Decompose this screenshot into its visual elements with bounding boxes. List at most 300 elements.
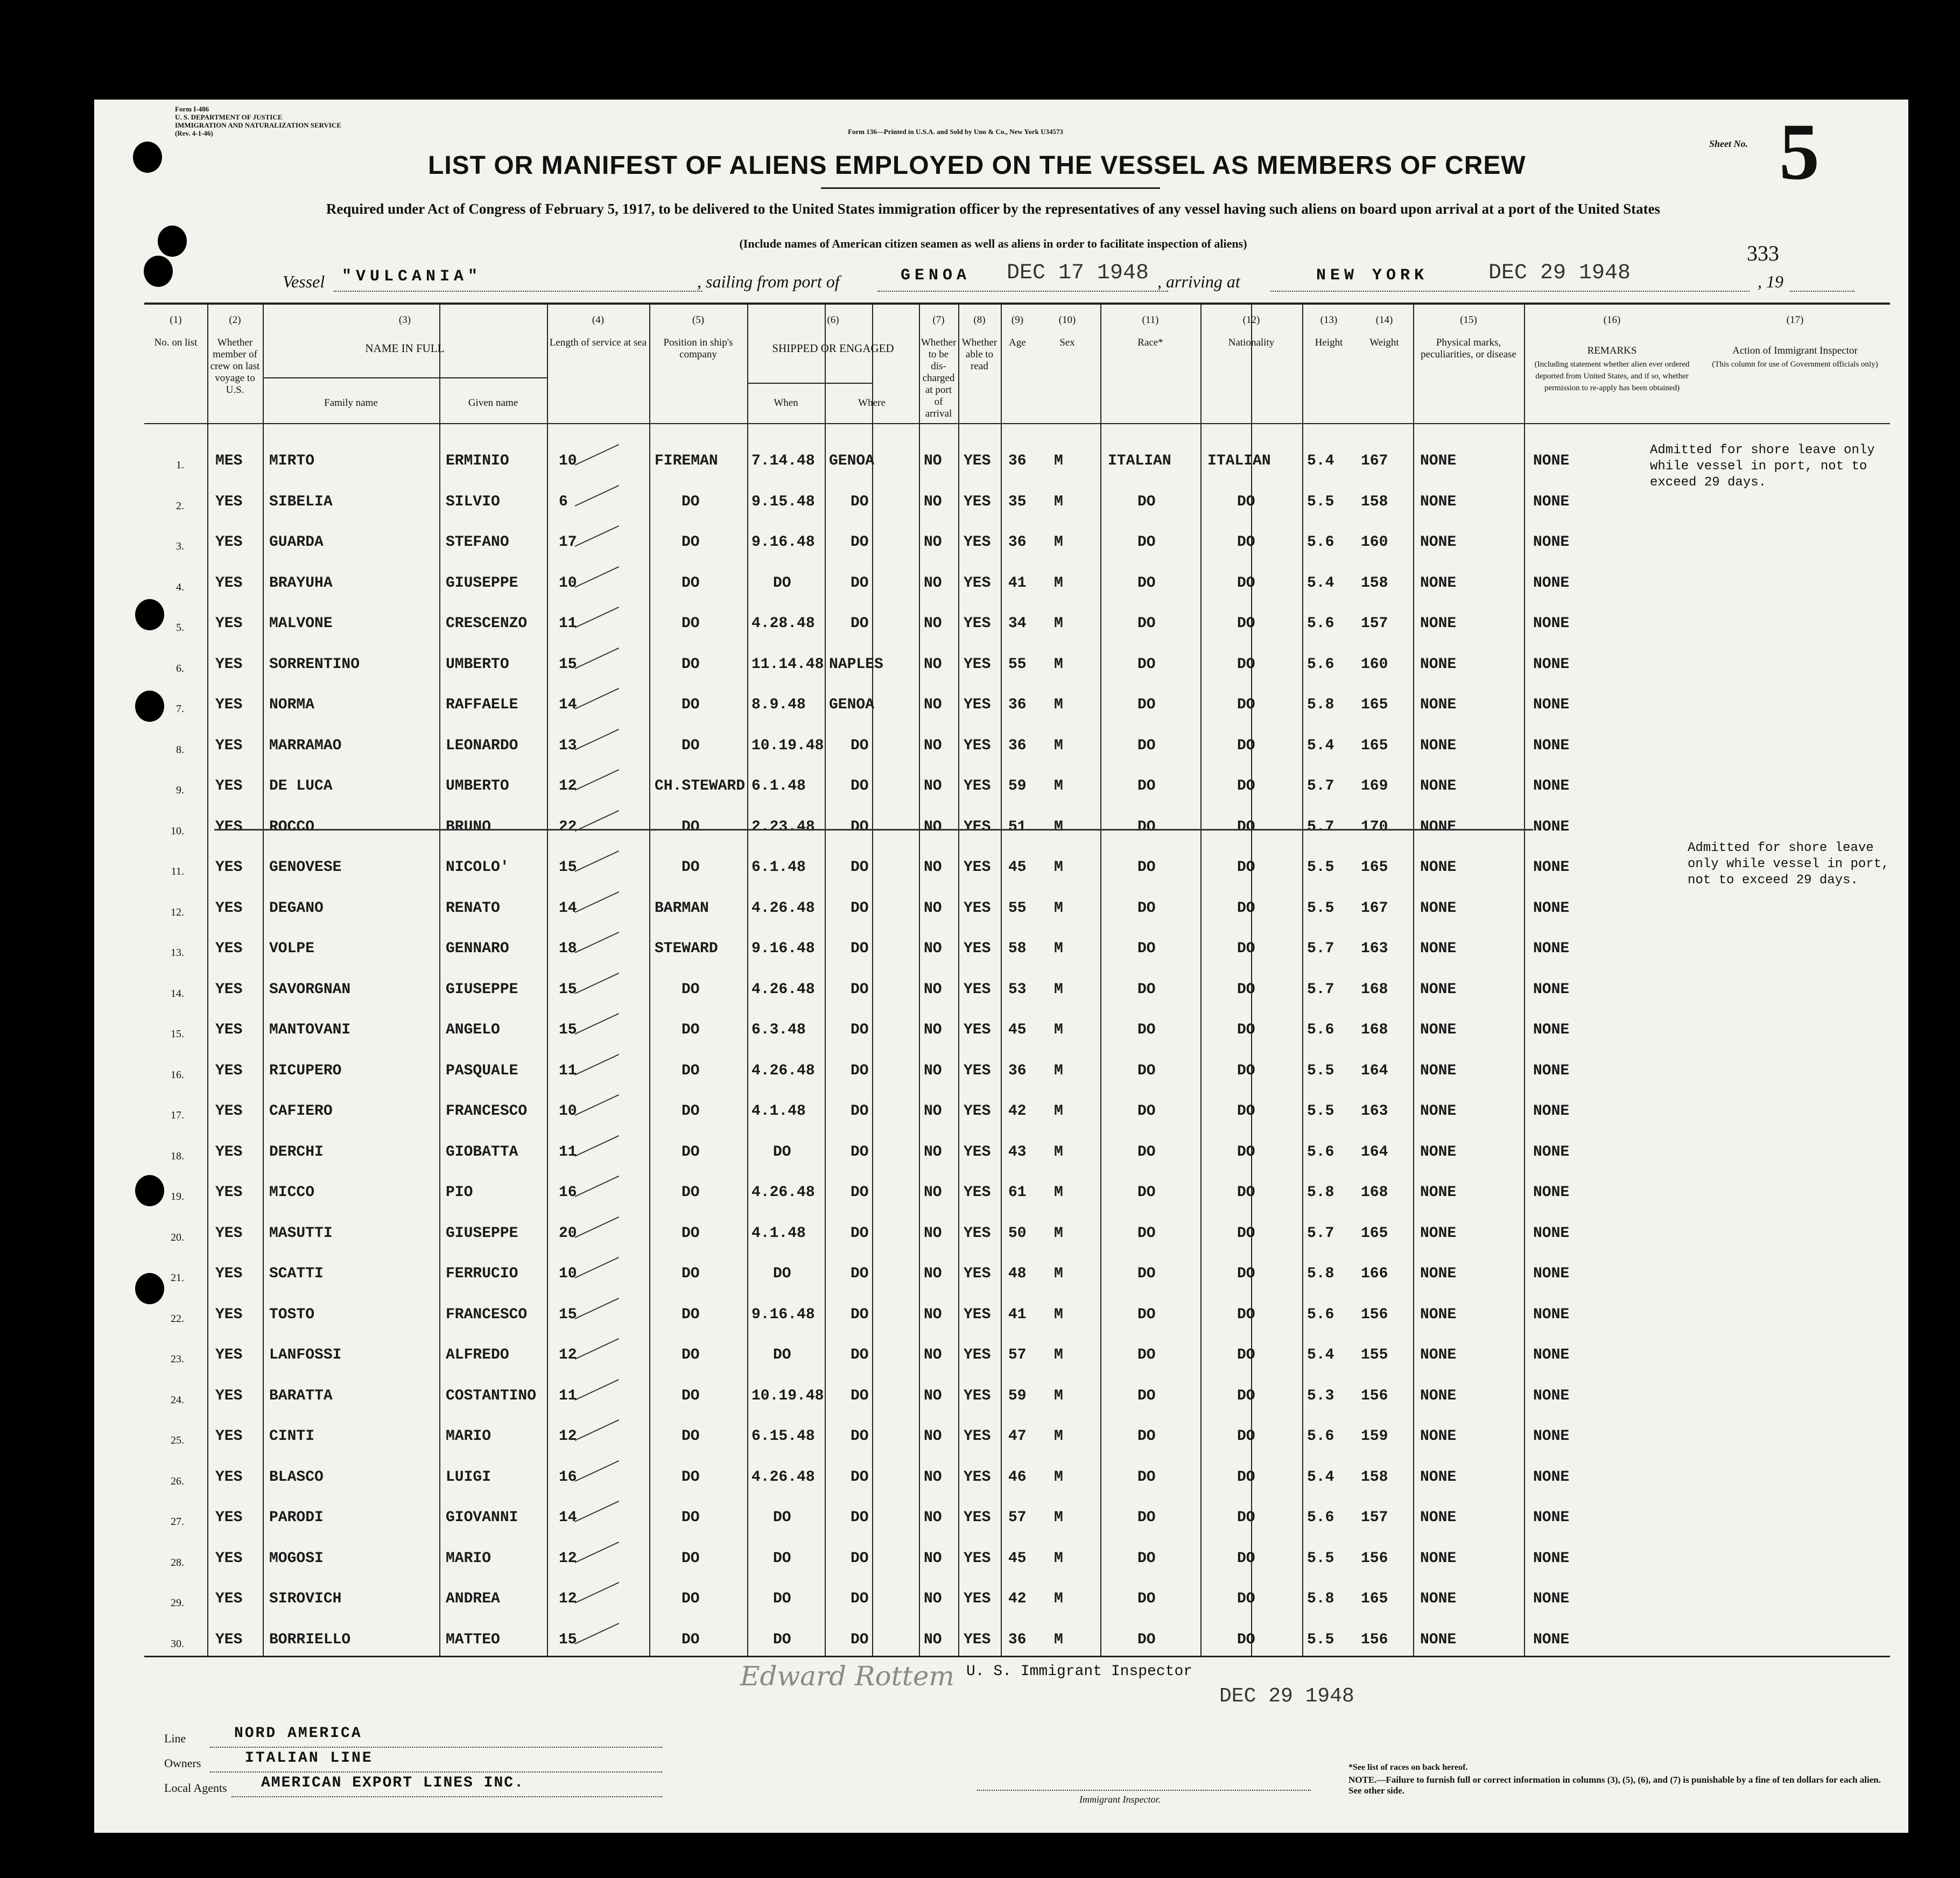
able-to-read-cell: YES [964,981,991,998]
nationality-cell: DO [1237,1509,1255,1526]
race-cell: DO [1137,1631,1156,1648]
shipped-when-cell: 4.26.48 [751,1062,815,1079]
position-cell: CH.STEWARD [655,778,746,794]
agents-label: Local Agents [164,1781,227,1795]
weight-cell: 156 [1361,1306,1388,1323]
age-cell: 58 [1008,940,1027,957]
column-label-c9: Age [1009,337,1026,348]
position-cell: DO [682,697,700,713]
discharged-cell: NO [924,899,942,917]
shipped-when-cell: DO [773,1509,791,1526]
position-cell: DO [682,737,700,754]
age-cell: 34 [1008,615,1027,632]
discharged-cell: NO [924,940,942,957]
family-name-cell: MANTOVANI [269,1022,351,1038]
column-number: (7) [932,314,945,326]
header-divider [144,423,1890,424]
race-cell: DO [1137,574,1156,592]
physical-marks-cell: NONE [1420,778,1457,794]
remarks-cell: NONE [1533,1103,1570,1120]
owners-label: Owners [164,1756,201,1770]
punch-hole [144,256,173,287]
family-name-cell: CAFIERO [269,1103,333,1120]
column-label-c7: Whether to be dis-charged at port of arrival [921,337,957,419]
column-number: (1) [170,314,182,326]
age-cell: 45 [1008,1550,1027,1567]
shipped-when-cell: 4.26.48 [751,981,815,998]
race-cell: DO [1137,1265,1156,1282]
table-row [144,885,1890,926]
discharged-cell: NO [924,1103,942,1120]
physical-marks-cell: NONE [1420,615,1457,632]
crew-last-voyage-cell: YES [215,1387,243,1404]
shipped-where-cell: DO [851,1022,869,1038]
able-to-read-cell: YES [964,615,991,632]
sex-cell: M [1054,981,1063,998]
nationality-cell: DO [1237,859,1255,876]
position-cell: DO [682,981,700,998]
form-corner [175,105,341,137]
sex-cell: M [1054,534,1063,551]
height-cell: 5.6 [1307,534,1334,551]
physical-marks-cell: NONE [1420,574,1457,592]
shipped-when-cell: 8.9.48 [751,697,806,713]
nationality-cell: DO [1237,737,1255,754]
nationality-cell: DO [1237,1265,1255,1282]
nationality-cell: DO [1237,1387,1255,1404]
family-name-cell: BRAYUHA [269,574,333,592]
column-label-c8: Whether able to read [961,337,997,372]
able-to-read-cell: YES [964,1103,991,1120]
remarks-cell: NONE [1533,534,1570,551]
table-row [144,925,1890,966]
crew-last-voyage-cell: YES [215,656,243,673]
table-row [144,1088,1890,1129]
check-mark [575,485,619,507]
remarks-cell: NONE [1533,574,1570,592]
table-row [144,438,1890,479]
family-name-cell: LANFOSSI [269,1347,342,1363]
shipped-when-cell: 4.26.48 [751,1468,815,1486]
table-row [144,1047,1890,1088]
discharged-cell: NO [924,574,942,592]
able-to-read-cell: YES [964,778,991,794]
crew-last-voyage-cell: YES [215,1550,243,1567]
able-to-read-cell: YES [964,1143,991,1160]
nationality-cell: DO [1237,1306,1255,1323]
weight-cell: 156 [1361,1387,1388,1404]
remarks-cell: NONE [1533,818,1570,835]
height-cell: 5.4 [1307,737,1334,754]
check-mark [575,1501,619,1522]
sex-cell: M [1054,615,1063,632]
title-rule [821,187,1160,189]
check-mark [575,932,619,953]
race-cell: DO [1137,656,1156,673]
service-length-cell: 15 [559,981,577,998]
able-to-read-cell: YES [964,899,991,917]
check-mark [575,1216,619,1238]
weight-cell: 168 [1361,981,1388,998]
shipped-where-cell: GENOA [829,453,875,469]
physical-marks-cell: NONE [1420,656,1457,673]
able-to-read-cell: YES [964,1347,991,1363]
table-row [144,1007,1890,1047]
nationality-cell: DO [1237,778,1255,794]
column-number: (17) [1786,314,1804,326]
remarks-cell: NONE [1533,1428,1570,1445]
crew-last-voyage-cell: YES [215,697,243,713]
shipped-when-cell: 9.16.48 [751,534,815,551]
height-cell: 5.7 [1307,818,1334,835]
shore-leave-note: Admitted for shore leave only while vessel in port, not to exceed 29 days. [1688,841,1889,888]
race-cell: DO [1137,737,1156,754]
race-cell: DO [1137,1428,1156,1445]
table-row [144,844,1890,885]
service: IMMIGRATION AND NATURALIZATION SERVICE [175,121,342,129]
service-length-cell: 6 [559,493,568,510]
race-cell: DO [1137,1184,1156,1201]
given-name-cell: GIOBATTA [446,1143,518,1160]
weight-cell: 158 [1361,574,1388,592]
printer-line: Form 136—Printed in U.S.A. and Sold by Uno & Co., New York U34573 [848,128,1064,136]
discharged-cell: NO [924,534,942,551]
race-cell: DO [1137,1509,1156,1526]
weight-cell: 158 [1361,1468,1388,1486]
able-to-read-cell: YES [964,859,991,876]
able-to-read-cell: YES [964,1631,991,1648]
crew-last-voyage-cell: YES [215,899,243,917]
height-cell: 5.8 [1307,1265,1334,1282]
family-name-cell: MICCO [269,1184,315,1201]
race-cell: DO [1137,1347,1156,1363]
weight-cell: 156 [1361,1631,1388,1648]
age-cell: 45 [1008,1022,1027,1038]
shipped-where-cell: DO [851,778,869,794]
races-note: *See list of races on back hereof. [1348,1763,1468,1772]
column-sublabel-c16: (Including statement whether alien ever ordered deported from United States, and if so, whether permission to re-apply has been obtained) [1534,360,1690,392]
service-length-cell: 17 [559,534,577,551]
age-cell: 59 [1008,778,1027,794]
check-mark [575,769,619,791]
shipped-when-cell: DO [773,1143,791,1160]
age-cell: 59 [1008,1387,1027,1404]
column-label-c2: Whether member of crew on last voyage to U.S. [210,337,260,396]
remarks-cell: NONE [1533,778,1570,794]
family-name-cell: CINTI [269,1428,315,1445]
physical-marks-cell: NONE [1420,1225,1457,1242]
physical-marks-cell: NONE [1420,1347,1457,1363]
race-cell: DO [1137,859,1156,876]
shipped-when-cell: 4.28.48 [751,615,815,632]
check-mark [575,810,619,832]
shipped-where-cell: DO [851,1103,869,1120]
physical-marks-cell: NONE [1420,1428,1457,1445]
nationality-cell: DO [1237,1347,1255,1363]
table-row [144,1575,1890,1616]
port-underline [877,291,1168,292]
family-name-cell: GENOVESE [269,859,342,876]
crew-last-voyage-cell: YES [215,818,243,835]
position-cell: DO [682,1022,700,1038]
discharged-cell: NO [924,1306,942,1323]
where-header: Where [858,397,886,409]
table-row [144,1373,1890,1413]
age-cell: 41 [1008,1306,1027,1323]
service-length-cell: 16 [559,1468,577,1486]
row-number: 29. [171,1597,184,1609]
able-to-read-cell: YES [964,1550,991,1567]
age-cell: 36 [1008,737,1027,754]
sex-cell: M [1054,778,1063,794]
service-length-cell: 15 [559,656,577,673]
line-value: NORD AMERICA [234,1725,362,1742]
sex-cell: M [1054,1509,1063,1526]
position-cell: DO [682,1062,700,1079]
able-to-read-cell: YES [964,1225,991,1242]
check-mark [575,1338,619,1360]
age-cell: 47 [1008,1428,1027,1445]
remarks-cell: NONE [1533,1062,1570,1079]
nationality-cell: DO [1237,493,1255,510]
given-name-cell: CRESCENZO [446,615,528,632]
weight-cell: 155 [1361,1347,1388,1363]
physical-marks-cell: NONE [1420,1103,1457,1120]
discharged-cell: NO [924,1428,942,1445]
crew-last-voyage-cell: YES [215,1022,243,1038]
shipped-where-cell: DO [851,1591,869,1607]
given-name-cell: GIUSEPPE [446,1225,518,1242]
physical-marks-cell: NONE [1420,1550,1457,1567]
discharged-cell: NO [924,1062,942,1079]
check-mark [575,1176,619,1197]
physical-marks-cell: NONE [1420,1022,1457,1038]
row-number: 4. [176,581,184,593]
shipped-where-cell: DO [851,1225,869,1242]
table-row [144,804,1890,845]
column-number: (2) [229,314,241,326]
shipped-when-cell: DO [773,1347,791,1363]
position-cell: DO [682,493,700,510]
height-cell: 5.5 [1307,1062,1334,1079]
shipped-when-cell: 9.15.48 [751,493,815,510]
height-cell: 5.6 [1307,1509,1334,1526]
given-name-cell: GENNARO [446,940,509,957]
weight-cell: 159 [1361,1428,1388,1445]
service-length-cell: 15 [559,1631,577,1648]
age-cell: 55 [1008,656,1027,673]
race-cell: DO [1137,1225,1156,1242]
family-name-cell: SAVORGNAN [269,981,351,998]
given-name-cell: FERRUCIO [446,1265,518,1282]
sex-cell: M [1054,1631,1063,1648]
shipped-when-cell: 10.19.48 [751,737,824,754]
row-number: 21. [171,1272,184,1284]
column-label-c5: Position in ship's company [663,337,733,360]
given-name-cell: FRANCESCO [446,1306,528,1323]
able-to-read-cell: YES [964,1387,991,1404]
remarks-cell: NONE [1533,1184,1570,1201]
sex-cell: M [1054,574,1063,592]
discharged-cell: NO [924,818,942,835]
physical-marks-cell: NONE [1420,1143,1457,1160]
physical-marks-cell: NONE [1420,1306,1457,1323]
table-row [144,1494,1890,1535]
nationality-cell: DO [1237,940,1255,957]
remarks-cell: NONE [1533,453,1570,469]
table-row [144,641,1890,682]
sex-cell: M [1054,1265,1063,1282]
column-label-c4: Length of service at sea [549,337,647,348]
crew-last-voyage-cell: YES [215,1509,243,1526]
physical-marks-cell: NONE [1420,1265,1457,1282]
shipped-when-cell: 11.14.48 [751,656,824,673]
service-length-cell: 11 [559,1143,577,1160]
position-cell: DO [682,859,700,876]
shipped-when-cell: DO [773,1550,791,1567]
physical-marks-cell: NONE [1420,1387,1457,1404]
remarks-cell: NONE [1533,859,1570,876]
race-cell: DO [1137,1022,1156,1038]
able-to-read-cell: YES [964,1306,991,1323]
check-mark [575,1582,619,1603]
sheet-label: Sheet No. [1709,138,1748,149]
weight-cell: 163 [1361,1103,1388,1120]
row-number: 20. [171,1231,184,1243]
row-number: 28. [171,1556,184,1568]
crew-last-voyage-cell: MES [215,453,243,469]
service-length-cell: 14 [559,697,577,713]
table-row [144,479,1890,519]
height-cell: 5.6 [1307,1022,1334,1038]
manifest-page [94,100,1908,1833]
remarks-cell: NONE [1533,697,1570,713]
remarks-cell: NONE [1533,1022,1570,1038]
race-cell: DO [1137,1550,1156,1567]
position-cell: BARMAN [655,899,709,917]
remarks-cell: NONE [1533,1387,1570,1404]
crew-last-voyage-cell: YES [215,615,243,632]
race-cell: DO [1137,981,1156,998]
service-length-cell: 12 [559,778,577,794]
age-cell: 57 [1008,1347,1027,1363]
crew-last-voyage-cell: YES [215,1306,243,1323]
sex-cell: M [1054,1306,1063,1323]
service-length-cell: 16 [559,1184,577,1201]
family-name-cell: MASUTTI [269,1225,333,1242]
sex-cell: M [1054,1550,1063,1567]
height-cell: 5.7 [1307,778,1334,794]
crew-last-voyage-cell: YES [215,1225,243,1242]
given-name-cell: ERMINIO [446,453,509,469]
race-cell: DO [1137,493,1156,510]
column-number: (12) [1242,314,1260,326]
shipped-where-cell: DO [851,1143,869,1160]
nationality-cell: DO [1237,534,1255,551]
year-label: , 19 [1758,272,1783,291]
given-name-cell: LEONARDO [446,737,518,754]
position-cell: DO [682,1143,700,1160]
subtitle: Required under Act of Congress of February 5, 1917, to be delivered to the United States immigration officer by the representatives of any vessel having such aliens on board upon arrival at a port of the United States [326,201,1661,217]
age-cell: 48 [1008,1265,1027,1282]
punch-hole [158,226,187,257]
column-number: (9) [1011,314,1024,326]
sex-cell: M [1054,818,1063,835]
column-label-c10: Sex [1059,337,1075,348]
crew-last-voyage-cell: YES [215,493,243,510]
column-number: (10) [1058,314,1076,326]
remarks-cell: NONE [1533,1347,1570,1363]
given-name-cell: FRANCESCO [446,1103,528,1120]
height-cell: 5.6 [1307,1143,1334,1160]
remarks-cell: NONE [1533,737,1570,754]
able-to-read-cell: YES [964,534,991,551]
table-row [144,966,1890,1007]
row-number: 24. [171,1394,184,1406]
vessel-underline [334,291,702,292]
table-row [144,1413,1890,1454]
sex-cell: M [1054,1062,1063,1079]
position-cell: DO [682,534,700,551]
sex-cell: M [1054,859,1063,876]
discharged-cell: NO [924,981,942,998]
column-label-c3: NAME IN FULL [365,342,445,355]
remarks-cell: NONE [1533,899,1570,917]
row-number: 25. [171,1434,184,1446]
row-number: 19. [171,1191,184,1202]
check-mark [575,648,619,669]
shipped-where-cell: DO [851,1347,869,1363]
age-cell: 53 [1008,981,1027,998]
physical-marks-cell: NONE [1420,1468,1457,1486]
age-cell: 43 [1008,1143,1027,1160]
nationality-cell: DO [1237,899,1255,917]
crew-last-voyage-cell: YES [215,1265,243,1282]
shipped-when-cell: 7.14.48 [751,453,815,469]
crew-last-voyage-cell: YES [215,737,243,754]
row-number: 7. [176,703,184,715]
able-to-read-cell: YES [964,1265,991,1282]
age-cell: 57 [1008,1509,1027,1526]
height-cell: 5.8 [1307,697,1334,713]
given-name-cell: GIUSEPPE [446,981,518,998]
shipped-where-cell: DO [851,1306,869,1323]
service-length-cell: 11 [559,1062,577,1079]
sex-cell: M [1054,1428,1063,1445]
column-label-c1: No. on list [154,337,198,348]
crew-last-voyage-cell: YES [215,1103,243,1120]
remarks-cell: NONE [1533,656,1570,673]
race-cell: DO [1137,1468,1156,1486]
age-cell: 36 [1008,1062,1027,1079]
shipped-when-cell: DO [773,1265,791,1282]
shipped-where-cell: DO [851,1387,869,1404]
vessel-label: Vessel [283,272,325,291]
form-number: Form I-486 [175,105,209,113]
table-row [144,681,1890,722]
given-name-cell: GIUSEPPE [446,574,518,592]
nationality-cell: DO [1237,1184,1255,1201]
subheader-divider [747,383,872,384]
family-name-cell: DE LUCA [269,778,333,794]
weight-cell: 165 [1361,859,1388,876]
shipped-where-cell: DO [851,940,869,957]
column-number: (6) [827,314,839,326]
discharged-cell: NO [924,859,942,876]
crew-table [144,303,1890,1657]
shipped-where-cell: NAPLES [829,656,883,673]
service-length-cell: 10 [559,574,577,592]
